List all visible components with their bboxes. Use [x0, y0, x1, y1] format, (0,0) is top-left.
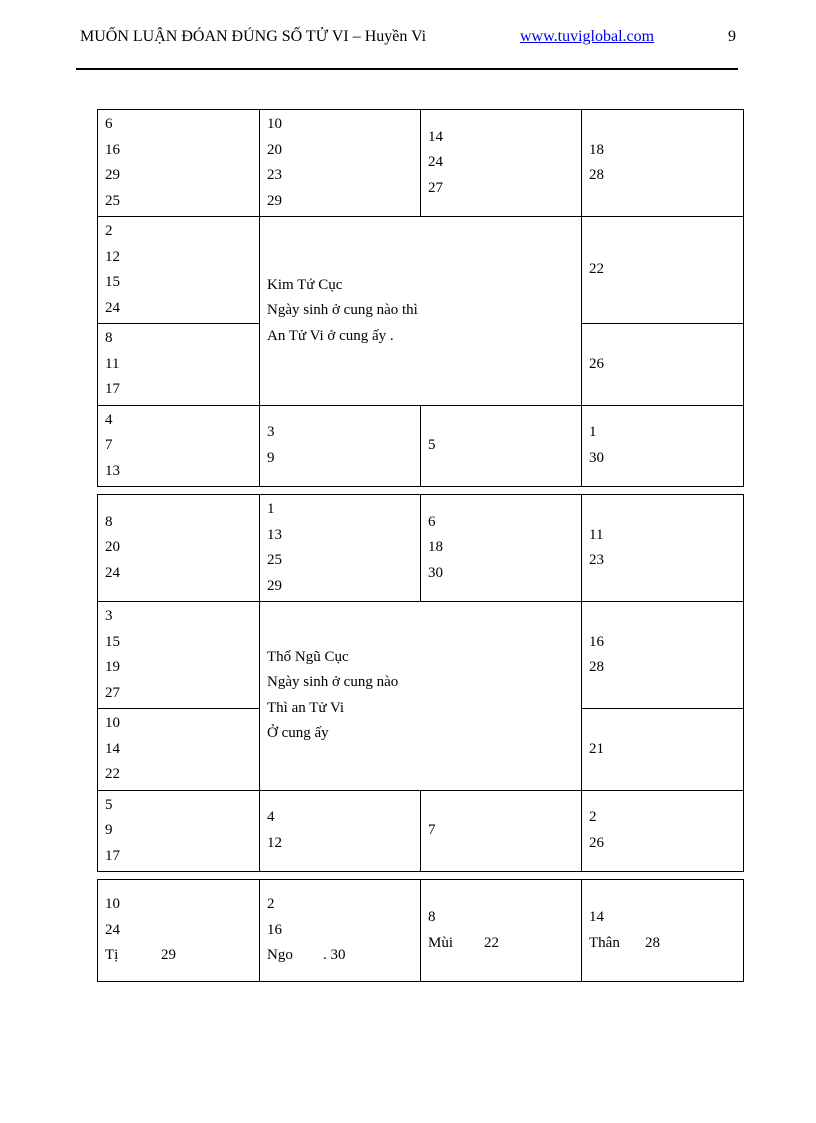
cell-line: 9	[105, 822, 113, 838]
cell-line: 16	[267, 921, 282, 938]
cell-line: 20	[267, 141, 282, 158]
cell-line: 16	[589, 633, 604, 650]
palace-row	[428, 931, 581, 957]
cell	[98, 405, 260, 487]
cell-line: 26	[589, 834, 604, 851]
cell-line: 25	[105, 192, 120, 209]
cell-line: 14	[589, 909, 604, 925]
cell	[98, 324, 260, 406]
cell	[421, 495, 582, 602]
cell-than	[582, 880, 744, 982]
cell-line: Thì an Tử Vi	[267, 699, 345, 716]
cell-line: 14	[428, 128, 443, 145]
palace-row	[589, 931, 743, 957]
cell-line: 7	[105, 437, 113, 453]
cell	[98, 790, 260, 872]
cell-line: 10	[105, 896, 120, 913]
center-note	[260, 217, 582, 406]
cell-line: 17	[105, 381, 120, 397]
cell-line: 16	[105, 141, 120, 158]
document-title: MUỐN LUẬN ĐÓAN ĐÚNG SỐ TỬ VI – Huyền Vi	[80, 28, 427, 45]
cell-mui	[421, 880, 582, 982]
cell-line: 17	[105, 847, 120, 864]
cell	[98, 709, 260, 791]
cell-line: 23	[267, 167, 282, 183]
cell	[582, 709, 744, 791]
cell-line: 13	[267, 526, 282, 543]
cell	[582, 602, 744, 709]
cell-line: 5	[428, 437, 436, 453]
cell	[98, 110, 260, 217]
cell-line: 28	[589, 659, 604, 675]
cell-line: 8	[428, 909, 436, 925]
cell-ngo	[260, 880, 421, 982]
cell-line: 15	[105, 274, 120, 290]
cell-line: 8	[105, 513, 113, 530]
cell	[582, 495, 744, 602]
cell	[421, 405, 582, 487]
palace-row	[267, 943, 420, 969]
palace-label: Mùi	[428, 934, 454, 951]
palace-label: Tị	[105, 947, 119, 964]
cell	[421, 110, 582, 217]
cell-line: 2	[105, 223, 113, 239]
cell-line: 4	[105, 411, 113, 428]
website-link[interactable]: www.tuviglobal.com	[520, 28, 655, 45]
cell-line: 1	[589, 424, 597, 441]
cell	[582, 110, 744, 217]
palace-value: 29	[161, 947, 176, 964]
cell-line: 14	[105, 740, 120, 757]
page-number: 9	[728, 28, 736, 45]
cell	[260, 405, 421, 487]
cell-lines	[105, 892, 259, 943]
cell-line: 7	[428, 822, 436, 838]
cell-line: 21	[589, 740, 604, 757]
cell	[421, 790, 582, 872]
cell-line: 22	[589, 261, 604, 278]
cell-line: 1	[267, 501, 275, 517]
cell-line: 25	[267, 552, 282, 568]
cell-line: 29	[267, 192, 282, 209]
cell-line: 12	[267, 834, 282, 851]
cell-line: 3	[105, 608, 113, 624]
palace-value: 28	[645, 934, 660, 951]
cell	[582, 217, 744, 324]
page-header	[80, 28, 736, 52]
cell	[582, 405, 744, 487]
cell-line: 11	[105, 355, 120, 372]
cell	[582, 324, 744, 406]
chart-kim-tu-cuc	[97, 109, 744, 487]
cell-line: 23	[589, 552, 604, 568]
cell-line: Kim Tứ Cục	[267, 276, 343, 293]
cell-line: An Tử Vi ở cung ấy .	[267, 327, 394, 344]
cell-line: 6	[105, 116, 113, 132]
cell-line: 30	[428, 564, 443, 581]
cell-line: 3	[267, 424, 275, 441]
cell-line: Ở cung ấy	[267, 725, 329, 742]
palace-label: Ngo	[267, 947, 293, 964]
cell-lines	[267, 892, 420, 943]
cell-line: 28	[589, 167, 604, 183]
cell-line: 11	[589, 526, 604, 543]
cell-line: 12	[105, 248, 120, 265]
cell	[98, 602, 260, 709]
cell	[260, 110, 421, 217]
cell-line: Thổ Ngũ Cục	[267, 648, 349, 665]
cell-line: 10	[267, 116, 282, 132]
cell	[98, 217, 260, 324]
palace-value: . 30	[323, 947, 346, 964]
cell-line: 24	[105, 921, 120, 938]
cell	[582, 790, 744, 872]
palace-label: Thân	[589, 934, 620, 951]
palace-row	[105, 943, 259, 969]
cell-line: 29	[105, 167, 120, 183]
cell-line: 24	[428, 154, 443, 171]
cell-lines	[428, 905, 581, 931]
cell-line: 24	[105, 299, 120, 316]
cell	[260, 495, 421, 602]
cell-line: 30	[589, 449, 604, 466]
cell-ti	[98, 880, 260, 982]
cell-line: 26	[589, 355, 604, 372]
cell	[260, 790, 421, 872]
cell-line: 4	[267, 809, 275, 826]
cell-line: 9	[267, 449, 275, 466]
cell-line: 27	[428, 179, 443, 196]
header-rule	[76, 68, 738, 70]
center-note	[260, 602, 582, 791]
cell	[98, 495, 260, 602]
cell-line: 8	[105, 330, 113, 346]
cell-line: 10	[105, 715, 120, 731]
cell-line: Ngày sinh ở cung nào	[267, 674, 399, 691]
cell-line: 19	[105, 659, 120, 675]
cell-line: 18	[589, 141, 604, 158]
cell-lines	[589, 905, 743, 931]
palace-value: 22	[484, 934, 499, 951]
cell-line: 27	[105, 684, 120, 701]
cell-line: 29	[267, 577, 282, 594]
cell-line: 18	[428, 539, 443, 556]
cell-line: 13	[105, 462, 120, 479]
cell-line: 6	[428, 513, 436, 530]
chart-tho-ngu-cuc	[97, 494, 744, 872]
chart-partial-row	[97, 879, 744, 982]
cell-line: 5	[105, 796, 113, 813]
cell-line: 20	[105, 539, 120, 556]
cell-line: 24	[105, 564, 120, 581]
cell-line: 15	[105, 633, 120, 650]
cell-line: 2	[589, 809, 597, 826]
cell-line: 22	[105, 766, 120, 782]
cell-line: Ngày sinh ở cung nào thì	[267, 302, 418, 318]
cell-line: 2	[267, 896, 275, 913]
